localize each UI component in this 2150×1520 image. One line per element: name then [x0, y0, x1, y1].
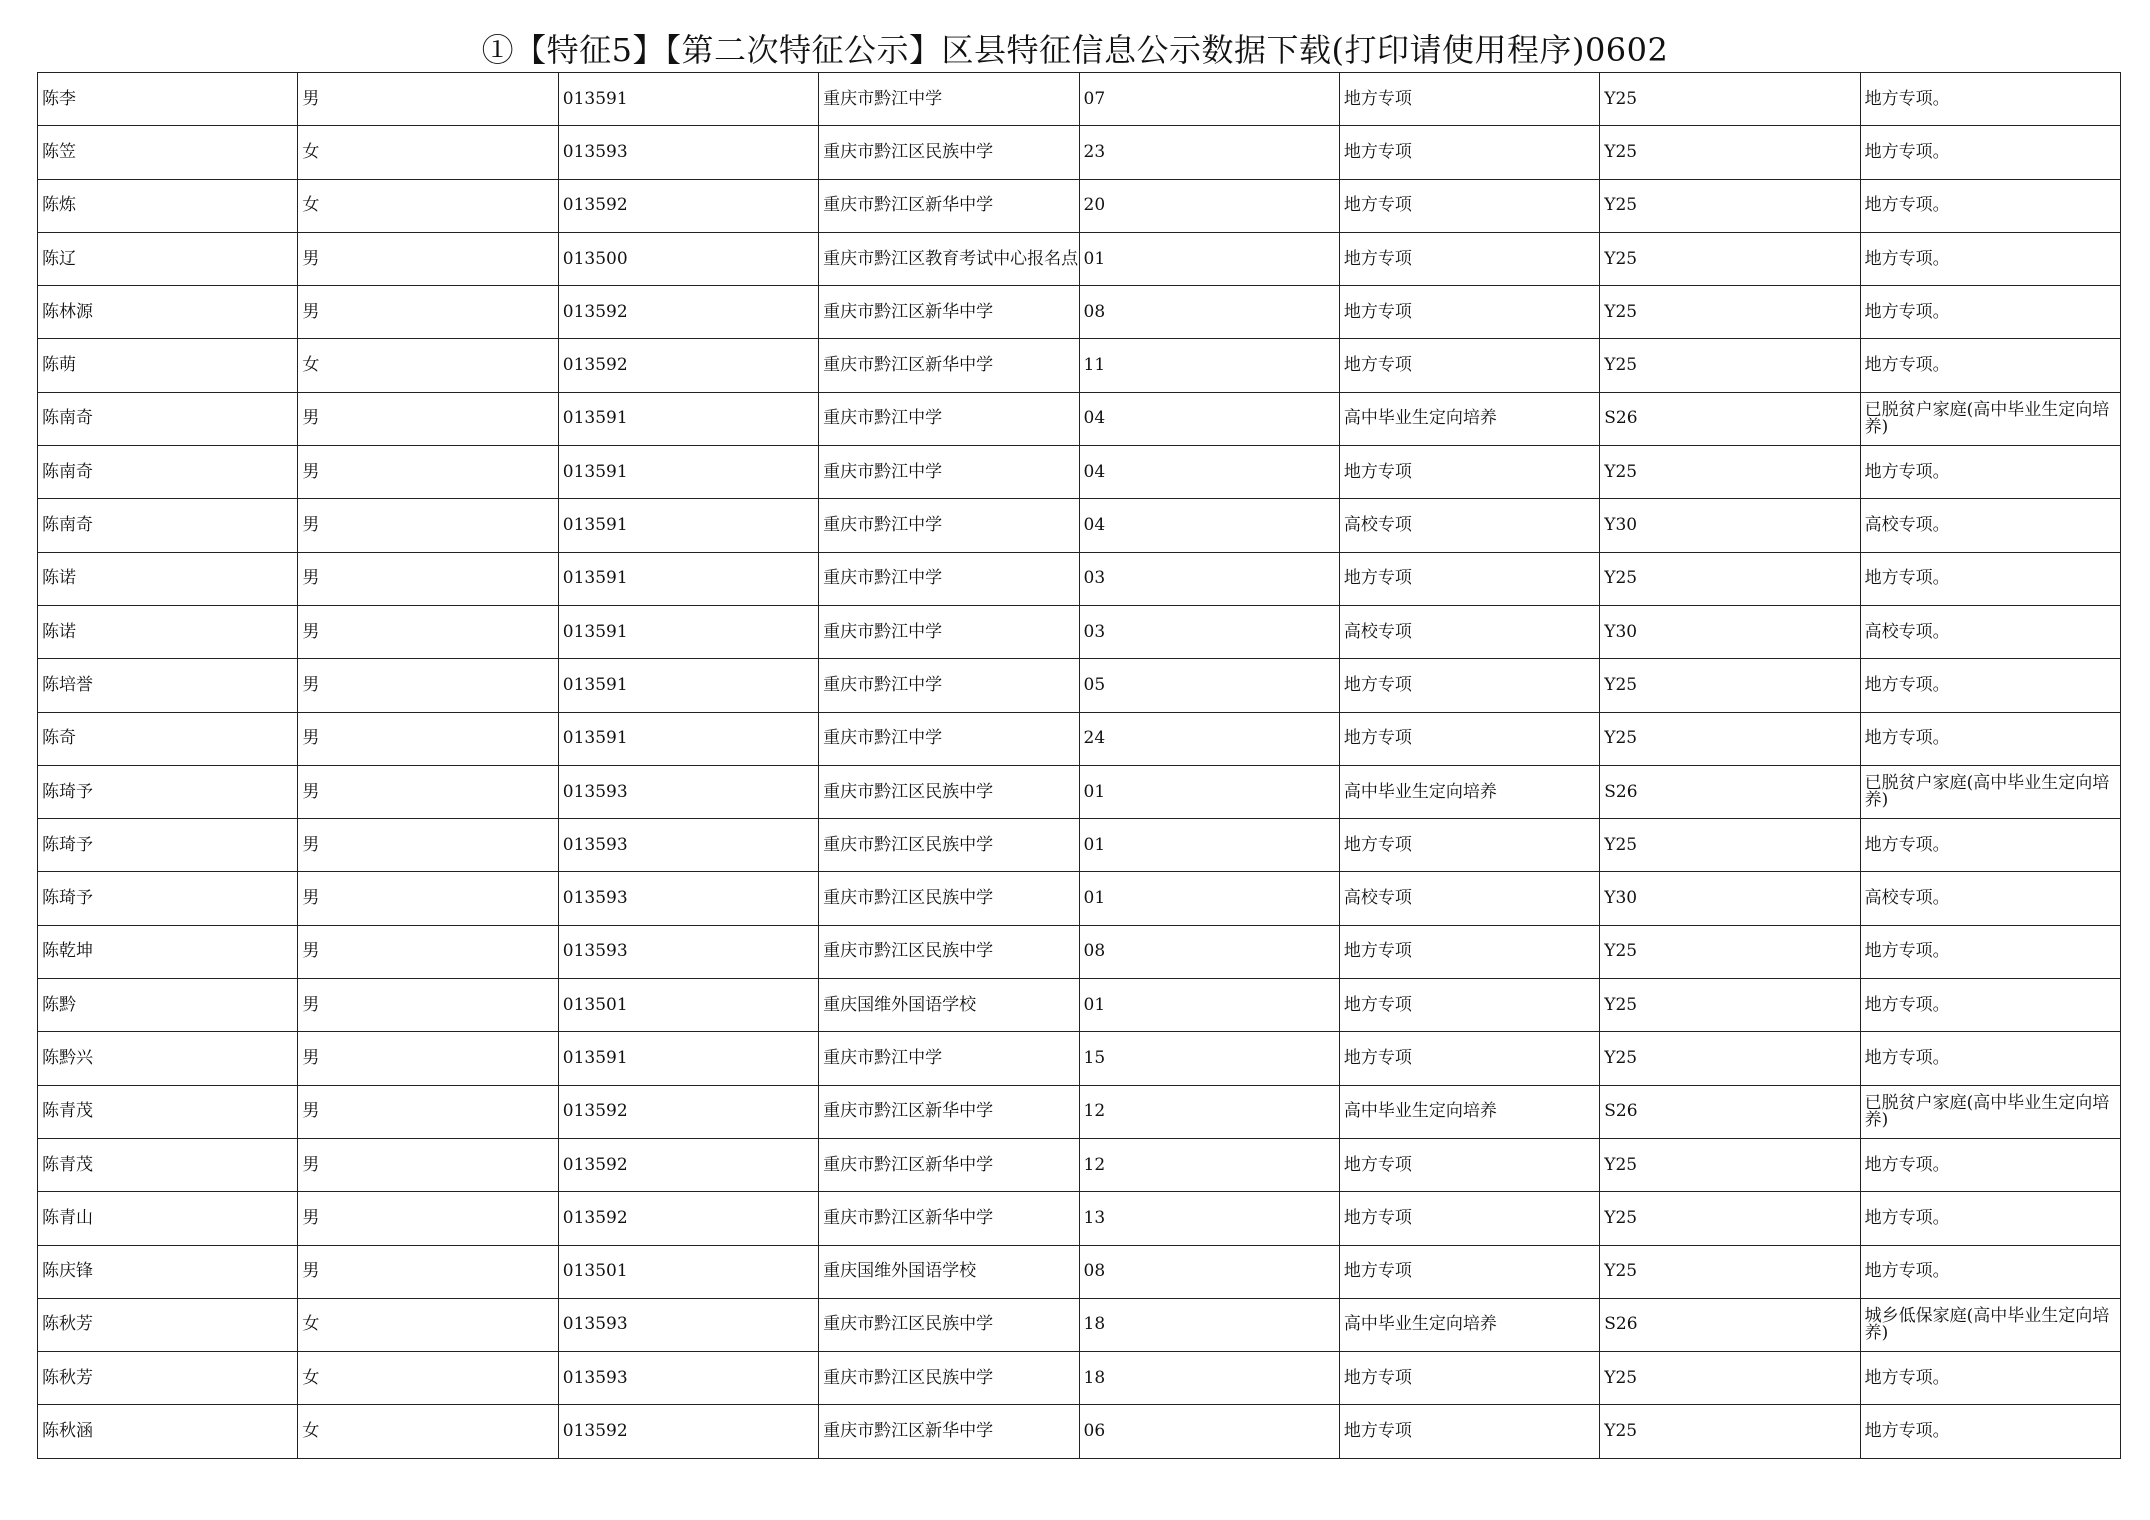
cell-district-code: 013593: [558, 819, 818, 872]
cell-name: 陈辽: [38, 232, 298, 285]
cell-school: 重庆市黔江区民族中学: [819, 819, 1079, 872]
cell-school: 重庆市黔江中学: [819, 605, 1079, 658]
cell-feature-note: 城乡低保家庭(高中毕业生定向培养): [1860, 1298, 2120, 1351]
table-row: [38, 73, 2121, 126]
cell-name: 陈青茂: [38, 1085, 298, 1138]
cell-school: 重庆国维外国语学校: [819, 1245, 1079, 1298]
cell-district-code: 013592: [558, 1405, 818, 1458]
cell-feature-code: Y30: [1600, 605, 1860, 658]
cell-district-code: 013593: [558, 765, 818, 818]
cell-school: 重庆市黔江区新华中学: [819, 179, 1079, 232]
table-row: [38, 1352, 2121, 1405]
table-row: [38, 392, 2121, 445]
cell-district-code: 013592: [558, 1085, 818, 1138]
records-table: [37, 72, 2121, 1459]
cell-class: 24: [1079, 712, 1339, 765]
cell-class: 08: [1079, 925, 1339, 978]
cell-class: 04: [1079, 392, 1339, 445]
cell-district-code: 013591: [558, 552, 818, 605]
cell-school: 重庆市黔江区民族中学: [819, 126, 1079, 179]
cell-feature-note: 地方专项。: [1860, 979, 2120, 1032]
cell-name: 陈庆锋: [38, 1245, 298, 1298]
cell-feature-code: Y30: [1600, 872, 1860, 925]
cell-feature-category: 地方专项: [1339, 819, 1599, 872]
cell-school: 重庆市黔江中学: [819, 552, 1079, 605]
cell-feature-code: Y30: [1600, 499, 1860, 552]
cell-feature-category: 地方专项: [1339, 339, 1599, 392]
cell-name: 陈乾坤: [38, 925, 298, 978]
table-row: [38, 1298, 2121, 1351]
table-row: [38, 1405, 2121, 1458]
cell-name: 陈萌: [38, 339, 298, 392]
cell-feature-category: 高校专项: [1339, 605, 1599, 658]
table-row: [38, 819, 2121, 872]
cell-class: 20: [1079, 179, 1339, 232]
cell-feature-code: Y25: [1600, 979, 1860, 1032]
cell-class: 13: [1079, 1192, 1339, 1245]
table-row: [38, 179, 2121, 232]
cell-district-code: 013591: [558, 605, 818, 658]
cell-feature-note: 地方专项。: [1860, 1405, 2120, 1458]
cell-name: 陈琦予: [38, 819, 298, 872]
cell-district-code: 013591: [558, 712, 818, 765]
cell-school: 重庆市黔江区民族中学: [819, 765, 1079, 818]
cell-district-code: 013592: [558, 1192, 818, 1245]
cell-feature-code: Y25: [1600, 712, 1860, 765]
cell-district-code: 013500: [558, 232, 818, 285]
cell-feature-note: 地方专项。: [1860, 339, 2120, 392]
cell-name: 陈南奇: [38, 499, 298, 552]
cell-name: 陈笠: [38, 126, 298, 179]
table-row: [38, 925, 2121, 978]
cell-feature-category: 地方专项: [1339, 1352, 1599, 1405]
cell-gender: 男: [298, 1138, 558, 1191]
cell-feature-code: Y25: [1600, 339, 1860, 392]
cell-name: 陈李: [38, 73, 298, 126]
cell-feature-note: 地方专项。: [1860, 1245, 2120, 1298]
cell-feature-code: Y25: [1600, 73, 1860, 126]
cell-feature-category: 地方专项: [1339, 1405, 1599, 1458]
cell-feature-code: Y25: [1600, 126, 1860, 179]
cell-feature-code: S26: [1600, 1298, 1860, 1351]
cell-gender: 男: [298, 552, 558, 605]
table-row: [38, 499, 2121, 552]
cell-feature-note: 地方专项。: [1860, 819, 2120, 872]
cell-gender: 男: [298, 1192, 558, 1245]
cell-feature-note: 高校专项。: [1860, 499, 2120, 552]
cell-class: 23: [1079, 126, 1339, 179]
cell-feature-note: 地方专项。: [1860, 1032, 2120, 1085]
cell-feature-category: 地方专项: [1339, 126, 1599, 179]
table-row: [38, 659, 2121, 712]
cell-district-code: 013591: [558, 499, 818, 552]
cell-gender: 男: [298, 73, 558, 126]
cell-gender: 男: [298, 872, 558, 925]
cell-feature-note: 地方专项。: [1860, 1352, 2120, 1405]
cell-feature-code: Y25: [1600, 552, 1860, 605]
records-table-body: [38, 73, 2121, 1459]
cell-feature-code: Y25: [1600, 819, 1860, 872]
cell-feature-category: 地方专项: [1339, 1138, 1599, 1191]
table-row: [38, 872, 2121, 925]
table-row: [38, 1085, 2121, 1138]
cell-district-code: 013501: [558, 1245, 818, 1298]
cell-district-code: 013501: [558, 979, 818, 1032]
cell-school: 重庆市黔江区民族中学: [819, 1352, 1079, 1405]
cell-name: 陈黔: [38, 979, 298, 1032]
cell-feature-code: S26: [1600, 765, 1860, 818]
cell-school: 重庆市黔江中学: [819, 712, 1079, 765]
cell-name: 陈琦予: [38, 765, 298, 818]
table-row: [38, 1245, 2121, 1298]
cell-feature-category: 高中毕业生定向培养: [1339, 392, 1599, 445]
cell-class: 12: [1079, 1138, 1339, 1191]
cell-name: 陈炼: [38, 179, 298, 232]
cell-class: 18: [1079, 1352, 1339, 1405]
cell-feature-category: 高校专项: [1339, 499, 1599, 552]
cell-school: 重庆国维外国语学校: [819, 979, 1079, 1032]
cell-district-code: 013593: [558, 872, 818, 925]
cell-class: 04: [1079, 499, 1339, 552]
cell-feature-code: S26: [1600, 392, 1860, 445]
cell-feature-category: 地方专项: [1339, 179, 1599, 232]
cell-feature-category: 高校专项: [1339, 872, 1599, 925]
cell-feature-note: 地方专项。: [1860, 552, 2120, 605]
cell-feature-note: 已脱贫户家庭(高中毕业生定向培养): [1860, 1085, 2120, 1138]
cell-district-code: 013592: [558, 286, 818, 339]
table-row: [38, 1138, 2121, 1191]
cell-feature-code: Y25: [1600, 1138, 1860, 1191]
cell-feature-code: Y25: [1600, 659, 1860, 712]
cell-feature-code: Y25: [1600, 1245, 1860, 1298]
cell-name: 陈培誉: [38, 659, 298, 712]
cell-feature-note: 高校专项。: [1860, 605, 2120, 658]
cell-feature-category: 地方专项: [1339, 979, 1599, 1032]
cell-class: 08: [1079, 286, 1339, 339]
table-row: [38, 765, 2121, 818]
cell-school: 重庆市黔江中学: [819, 73, 1079, 126]
cell-feature-note: 已脱贫户家庭(高中毕业生定向培养): [1860, 392, 2120, 445]
cell-feature-code: Y25: [1600, 1192, 1860, 1245]
cell-feature-note: 高校专项。: [1860, 872, 2120, 925]
cell-gender: 男: [298, 232, 558, 285]
cell-feature-code: Y25: [1600, 232, 1860, 285]
cell-feature-category: 高中毕业生定向培养: [1339, 1085, 1599, 1138]
cell-district-code: 013593: [558, 1352, 818, 1405]
cell-district-code: 013591: [558, 1032, 818, 1085]
cell-gender: 男: [298, 1032, 558, 1085]
table-row: [38, 126, 2121, 179]
table-row: [38, 286, 2121, 339]
cell-feature-category: 地方专项: [1339, 925, 1599, 978]
cell-class: 01: [1079, 232, 1339, 285]
table-row: [38, 446, 2121, 499]
cell-feature-code: Y25: [1600, 1032, 1860, 1085]
cell-feature-note: 地方专项。: [1860, 286, 2120, 339]
cell-name: 陈黔兴: [38, 1032, 298, 1085]
cell-gender: 女: [298, 339, 558, 392]
cell-feature-note: 地方专项。: [1860, 73, 2120, 126]
cell-class: 05: [1079, 659, 1339, 712]
cell-gender: 男: [298, 392, 558, 445]
cell-district-code: 013591: [558, 446, 818, 499]
cell-feature-category: 地方专项: [1339, 446, 1599, 499]
cell-district-code: 013593: [558, 925, 818, 978]
cell-gender: 女: [298, 1298, 558, 1351]
cell-feature-code: Y25: [1600, 446, 1860, 499]
cell-feature-note: 地方专项。: [1860, 446, 2120, 499]
cell-school: 重庆市黔江区教育考试中心报名点: [819, 232, 1079, 285]
cell-feature-note: 已脱贫户家庭(高中毕业生定向培养): [1860, 765, 2120, 818]
cell-feature-code: S26: [1600, 1085, 1860, 1138]
cell-school: 重庆市黔江区民族中学: [819, 1298, 1079, 1351]
cell-class: 01: [1079, 872, 1339, 925]
cell-gender: 女: [298, 1405, 558, 1458]
cell-gender: 女: [298, 179, 558, 232]
cell-feature-category: 地方专项: [1339, 1032, 1599, 1085]
cell-feature-category: 地方专项: [1339, 73, 1599, 126]
cell-feature-note: 地方专项。: [1860, 179, 2120, 232]
cell-class: 01: [1079, 979, 1339, 1032]
cell-class: 03: [1079, 552, 1339, 605]
cell-school: 重庆市黔江区新华中学: [819, 1138, 1079, 1191]
cell-feature-note: 地方专项。: [1860, 232, 2120, 285]
cell-class: 03: [1079, 605, 1339, 658]
cell-gender: 男: [298, 499, 558, 552]
cell-name: 陈奇: [38, 712, 298, 765]
cell-school: 重庆市黔江区民族中学: [819, 872, 1079, 925]
cell-school: 重庆市黔江中学: [819, 1032, 1079, 1085]
cell-name: 陈秋芳: [38, 1352, 298, 1405]
table-row: [38, 232, 2121, 285]
cell-feature-note: 地方专项。: [1860, 659, 2120, 712]
cell-feature-note: 地方专项。: [1860, 925, 2120, 978]
cell-feature-category: 地方专项: [1339, 712, 1599, 765]
cell-name: 陈南奇: [38, 392, 298, 445]
cell-feature-note: 地方专项。: [1860, 126, 2120, 179]
table-row: [38, 605, 2121, 658]
cell-school: 重庆市黔江区新华中学: [819, 1192, 1079, 1245]
cell-name: 陈青山: [38, 1192, 298, 1245]
cell-district-code: 013592: [558, 339, 818, 392]
cell-name: 陈诺: [38, 605, 298, 658]
table-row: [38, 552, 2121, 605]
cell-school: 重庆市黔江区新华中学: [819, 1405, 1079, 1458]
cell-gender: 男: [298, 659, 558, 712]
cell-feature-category: 地方专项: [1339, 552, 1599, 605]
cell-district-code: 013592: [558, 1138, 818, 1191]
cell-class: 11: [1079, 339, 1339, 392]
cell-class: 12: [1079, 1085, 1339, 1138]
cell-school: 重庆市黔江区新华中学: [819, 339, 1079, 392]
cell-gender: 男: [298, 286, 558, 339]
table-row: [38, 979, 2121, 1032]
table-row: [38, 1192, 2121, 1245]
cell-district-code: 013591: [558, 392, 818, 445]
cell-feature-category: 高中毕业生定向培养: [1339, 765, 1599, 818]
cell-district-code: 013593: [558, 1298, 818, 1351]
cell-class: 04: [1079, 446, 1339, 499]
cell-feature-code: Y25: [1600, 286, 1860, 339]
cell-gender: 女: [298, 1352, 558, 1405]
cell-gender: 男: [298, 925, 558, 978]
cell-name: 陈青茂: [38, 1138, 298, 1191]
cell-feature-note: 地方专项。: [1860, 712, 2120, 765]
cell-class: 07: [1079, 73, 1339, 126]
cell-feature-category: 地方专项: [1339, 286, 1599, 339]
cell-feature-category: 地方专项: [1339, 232, 1599, 285]
cell-gender: 女: [298, 126, 558, 179]
cell-gender: 男: [298, 1085, 558, 1138]
cell-school: 重庆市黔江中学: [819, 499, 1079, 552]
cell-gender: 男: [298, 605, 558, 658]
cell-feature-category: 地方专项: [1339, 659, 1599, 712]
cell-gender: 男: [298, 765, 558, 818]
cell-feature-code: Y25: [1600, 179, 1860, 232]
cell-feature-category: 高中毕业生定向培养: [1339, 1298, 1599, 1351]
cell-school: 重庆市黔江中学: [819, 392, 1079, 445]
cell-feature-category: 地方专项: [1339, 1192, 1599, 1245]
cell-name: 陈林源: [38, 286, 298, 339]
cell-class: 06: [1079, 1405, 1339, 1458]
cell-name: 陈南奇: [38, 446, 298, 499]
cell-name: 陈诺: [38, 552, 298, 605]
cell-gender: 男: [298, 446, 558, 499]
cell-feature-note: 地方专项。: [1860, 1192, 2120, 1245]
cell-gender: 男: [298, 979, 558, 1032]
cell-class: 18: [1079, 1298, 1339, 1351]
cell-gender: 男: [298, 712, 558, 765]
cell-class: 01: [1079, 765, 1339, 818]
cell-district-code: 013591: [558, 73, 818, 126]
cell-name: 陈琦予: [38, 872, 298, 925]
cell-school: 重庆市黔江区民族中学: [819, 925, 1079, 978]
cell-district-code: 013592: [558, 179, 818, 232]
cell-class: 01: [1079, 819, 1339, 872]
cell-class: 15: [1079, 1032, 1339, 1085]
cell-district-code: 013591: [558, 659, 818, 712]
cell-feature-category: 地方专项: [1339, 1245, 1599, 1298]
cell-gender: 男: [298, 1245, 558, 1298]
table-row: [38, 339, 2121, 392]
cell-feature-note: 地方专项。: [1860, 1138, 2120, 1191]
cell-school: 重庆市黔江区新华中学: [819, 286, 1079, 339]
cell-class: 08: [1079, 1245, 1339, 1298]
cell-name: 陈秋涵: [38, 1405, 298, 1458]
table-row: [38, 1032, 2121, 1085]
cell-feature-code: Y25: [1600, 1405, 1860, 1458]
cell-name: 陈秋芳: [38, 1298, 298, 1351]
cell-school: 重庆市黔江中学: [819, 659, 1079, 712]
cell-gender: 男: [298, 819, 558, 872]
cell-school: 重庆市黔江区新华中学: [819, 1085, 1079, 1138]
cell-feature-code: Y25: [1600, 925, 1860, 978]
cell-school: 重庆市黔江中学: [819, 446, 1079, 499]
cell-feature-code: Y25: [1600, 1352, 1860, 1405]
cell-district-code: 013593: [558, 126, 818, 179]
table-row: [38, 712, 2121, 765]
page-title: ①【特征5】【第二次特征公示】区县特征信息公示数据下载(打印请使用程序)0602: [481, 31, 1669, 69]
